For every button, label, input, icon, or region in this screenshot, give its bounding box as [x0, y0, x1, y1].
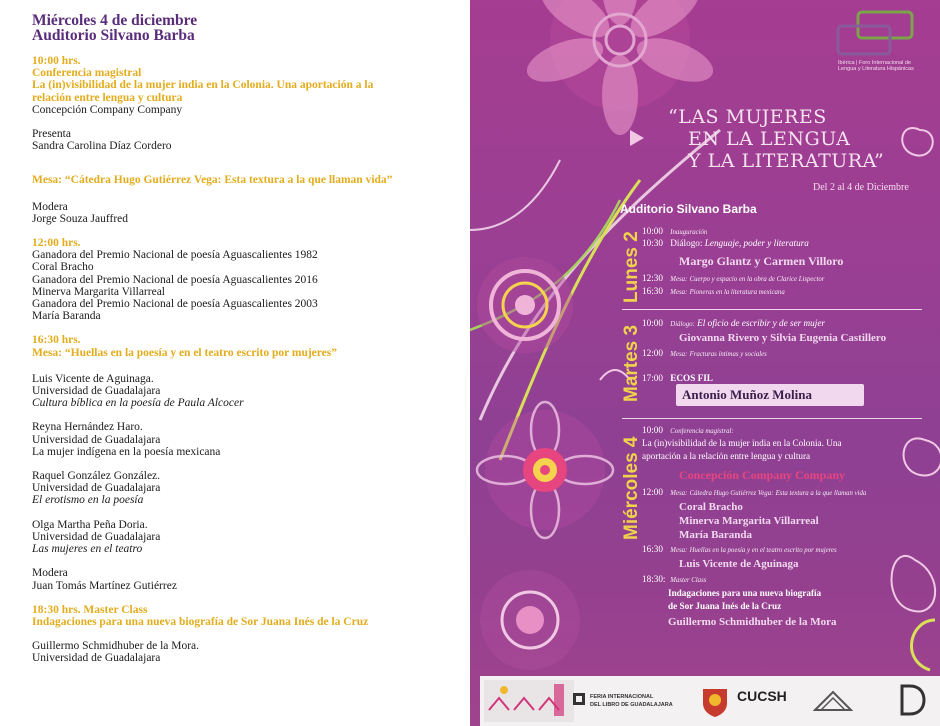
event-type: Diálogo:	[670, 321, 695, 328]
person-name: Olga Martha Peña Doria.	[32, 518, 148, 531]
time: 12:00	[642, 348, 663, 358]
fil-logo-icon	[572, 692, 586, 706]
poster-venue: Auditorio Silvano Barba	[620, 202, 757, 216]
wed-item-2	[642, 487, 866, 499]
person-name: Raquel González González.	[32, 470, 161, 483]
poster-title-line3: Y LA LITERATURA”	[688, 150, 885, 172]
role-label: Modera	[32, 200, 68, 213]
person-name: Luis Vicente de Aguinaga.	[32, 372, 154, 385]
award-line: Ganadora del Premio Nacional de poesía Aguascalientes 2016	[32, 273, 318, 286]
block-aguinaga	[32, 373, 452, 410]
affiliation: Universidad de Guadalajara	[32, 652, 161, 665]
poster-title-line1: “LAS MUJERES	[668, 106, 827, 128]
event-type: Mesa:	[670, 276, 688, 283]
event-title: Indagaciones para una nueva biografía de Sor Juana Inés de la Cruz	[32, 615, 369, 628]
time: 16:30	[642, 544, 663, 554]
time: 12:00	[642, 487, 663, 497]
talk-title: La mujer indígena en la poesía mexicana	[32, 445, 221, 458]
cucsh-logo: CUCSH	[737, 688, 787, 704]
talk-title: Las mujeres en el teatro	[32, 543, 143, 556]
event-subtitle: Esta textura a la que llaman vida	[775, 490, 867, 497]
time: 18:30:	[642, 574, 666, 584]
speaker: Giovanna Rivero y Silvia Eugenia Castillero	[679, 332, 887, 344]
event-type: Conferencia magistral:	[670, 428, 734, 435]
affiliation: Universidad de Guadalajara	[32, 385, 161, 398]
day-divider	[622, 309, 922, 310]
award-line: Ganadora del Premio Nacional de poesía Aguascalientes 1982	[32, 249, 318, 262]
event-title-cont: de Sor Juana Inés de la Cruz	[668, 601, 782, 611]
mon-item-2	[642, 238, 809, 249]
wed-item-3	[642, 544, 837, 556]
speaker: Margo Glantz y Carmen Villoro	[679, 254, 844, 268]
day-label-miercoles: Miércoles 4	[621, 436, 642, 540]
building-logo-icon	[813, 688, 853, 714]
event-title: Fracturas íntimas y sociales	[689, 351, 767, 358]
event-type: Conferencia magistral	[32, 67, 142, 80]
wed-item-1	[642, 425, 734, 437]
speaker: Minerva Margarita Villarreal	[679, 515, 819, 527]
event-type: Mesa:	[670, 351, 688, 358]
time-label: 18:30 hrs. Master Class	[32, 603, 148, 616]
mon-item-3	[642, 273, 824, 285]
person-name: Jorge Souza Jauffred	[32, 212, 129, 225]
event-title: La (in)visibilidad de la mujer india en la Colonia. Una	[642, 438, 842, 448]
block-schmidhuber	[32, 640, 452, 664]
talk-title: El erotismo en la poesía	[32, 494, 144, 507]
event-type: Mesa:	[670, 289, 688, 296]
person-name: María Baranda	[32, 310, 101, 323]
person-name: Juan Tomás Martínez Gutiérrez	[32, 579, 177, 592]
day-label-lunes: Lunes 2	[621, 231, 642, 303]
person-name: Coral Bracho	[32, 261, 94, 274]
poster-dates: Del 2 al 4 de Diciembre	[813, 182, 909, 193]
tue-item-2	[642, 348, 767, 360]
block-1200	[32, 237, 452, 322]
speaker: Coral Bracho	[679, 501, 743, 513]
tue-item-1	[642, 318, 825, 330]
logo-caption: Ibérica | Foro Internacional de Lengua y Literatura Hispánicas	[838, 60, 914, 72]
time: 10:30	[642, 238, 663, 248]
speaker: María Baranda	[679, 529, 753, 541]
featured-speaker: Antonio Muñoz Molina	[682, 387, 813, 402]
event-type: Master Class	[670, 577, 707, 584]
event-title: Huellas en la poesía y en el teatro escrito por mujeres	[689, 547, 837, 554]
time-label: 12:00 hrs.	[32, 237, 81, 250]
block-gonzalez	[32, 470, 452, 507]
event-title: Cuerpo y espacio en la obra de Clarice Lispector	[689, 276, 825, 283]
person-name: Minerva Margarita Villarreal	[32, 285, 165, 298]
event-title: ECOS FIL	[670, 373, 713, 383]
day-divider	[622, 418, 922, 419]
time: 10:00	[642, 318, 663, 328]
event-title: Mesa: “Huellas en la poesía y en el teatro escrito por mujeres”	[32, 346, 338, 359]
time: 12:30	[642, 273, 663, 283]
event-title: Indagaciones para una nueva biografía	[668, 588, 822, 598]
event: Inauguración	[670, 229, 708, 236]
role-label: Modera	[32, 567, 68, 580]
left-venue-title: Auditorio Silvano Barba	[32, 27, 195, 44]
logo-caption-2: Foro Internacional de	[859, 60, 911, 66]
block-conferencia	[32, 55, 452, 116]
block-master-class	[32, 604, 452, 628]
event-title: Cátedra Hugo Gutiérrez Vega:	[689, 490, 774, 497]
speaker: Guillermo Schmidhuber de la Mora	[668, 616, 837, 628]
talk-title: Cultura bíblica en la poesía de Paula Alcocer	[32, 397, 244, 410]
logo-caption-3: Lengua y Literatura Hispánicas	[838, 66, 914, 72]
block-modera-2	[32, 567, 452, 591]
time-label: 10:00 hrs.	[32, 55, 81, 67]
event-type: Diálogo:	[670, 238, 703, 248]
block-presenta	[32, 128, 452, 152]
time: 10:00	[642, 425, 663, 435]
wed-item-4	[642, 574, 706, 586]
time: 16:30	[642, 286, 663, 296]
mon-item-1	[642, 226, 707, 238]
event-type: Mesa:	[670, 490, 688, 497]
speaker: Concepción Company Company	[32, 103, 183, 116]
event-title-cont: relación entre lengua y cultura	[32, 91, 183, 104]
role-label: Presenta	[32, 128, 71, 141]
person-name: Sandra Carolina Díaz Cordero	[32, 140, 172, 153]
block-mesa-catedra	[32, 174, 452, 186]
block-modera-1	[32, 201, 452, 225]
time: 10:00	[642, 226, 663, 236]
speaker-highlight: Concepción Company Company	[679, 468, 846, 482]
event-title: Lenguaje, poder y literatura	[704, 238, 809, 248]
block-hernandez	[32, 421, 452, 458]
block-pena	[32, 519, 452, 556]
affiliation: Universidad de Guadalajara	[32, 433, 161, 446]
event-title-cont: aportación a la relación entre lengua y cultura	[642, 451, 811, 461]
event-type: Mesa:	[670, 547, 688, 554]
logo-caption-1: Ibérica	[838, 60, 855, 66]
fil-name-1: FERIA INTERNACIONAL	[590, 694, 654, 700]
textile-pattern-icon	[484, 680, 574, 722]
award-line: Ganadora del Premio Nacional de poesía Aguascalientes 2003	[32, 298, 318, 311]
event-title: Mesa: “Cátedra Hugo Gutiérrez Vega: Esta textura a la que llaman vida”	[32, 174, 393, 187]
event-title: Pioneras en la literatura mexicana	[689, 289, 785, 296]
time: 17:00	[642, 373, 663, 383]
udg-shield-icon	[700, 686, 730, 718]
person-name: Guillermo Schmidhuber de la Mora.	[32, 640, 200, 653]
event-title: La (in)visibilidad de la mujer india en la Colonia. Una aportación a la	[32, 79, 374, 92]
day-label-martes: Martes 3	[621, 324, 642, 402]
tue-item-3	[642, 373, 713, 384]
fil-name-2: DEL LIBRO DE GUADALAJARA	[590, 702, 673, 708]
event-title: El oficio de escribir y de ser mujer	[697, 318, 825, 328]
person-name: Reyna Hernández Haro.	[32, 421, 143, 434]
ferial-logo-icon	[836, 10, 916, 66]
affiliation: Universidad de Guadalajara	[32, 482, 161, 495]
mon-item-4	[642, 286, 785, 298]
affiliation: Universidad de Guadalajara	[32, 530, 161, 543]
speaker: Luis Vicente de Aguinaga	[679, 558, 799, 570]
d-logo-icon	[896, 684, 926, 718]
block-1630	[32, 334, 452, 358]
left-date-title: Miércoles 4 de diciembre	[32, 12, 198, 29]
time-label: 16:30 hrs.	[32, 334, 81, 347]
poster-title-line2: EN LA LENGUA	[688, 128, 851, 150]
sponsor-footer	[480, 676, 940, 726]
